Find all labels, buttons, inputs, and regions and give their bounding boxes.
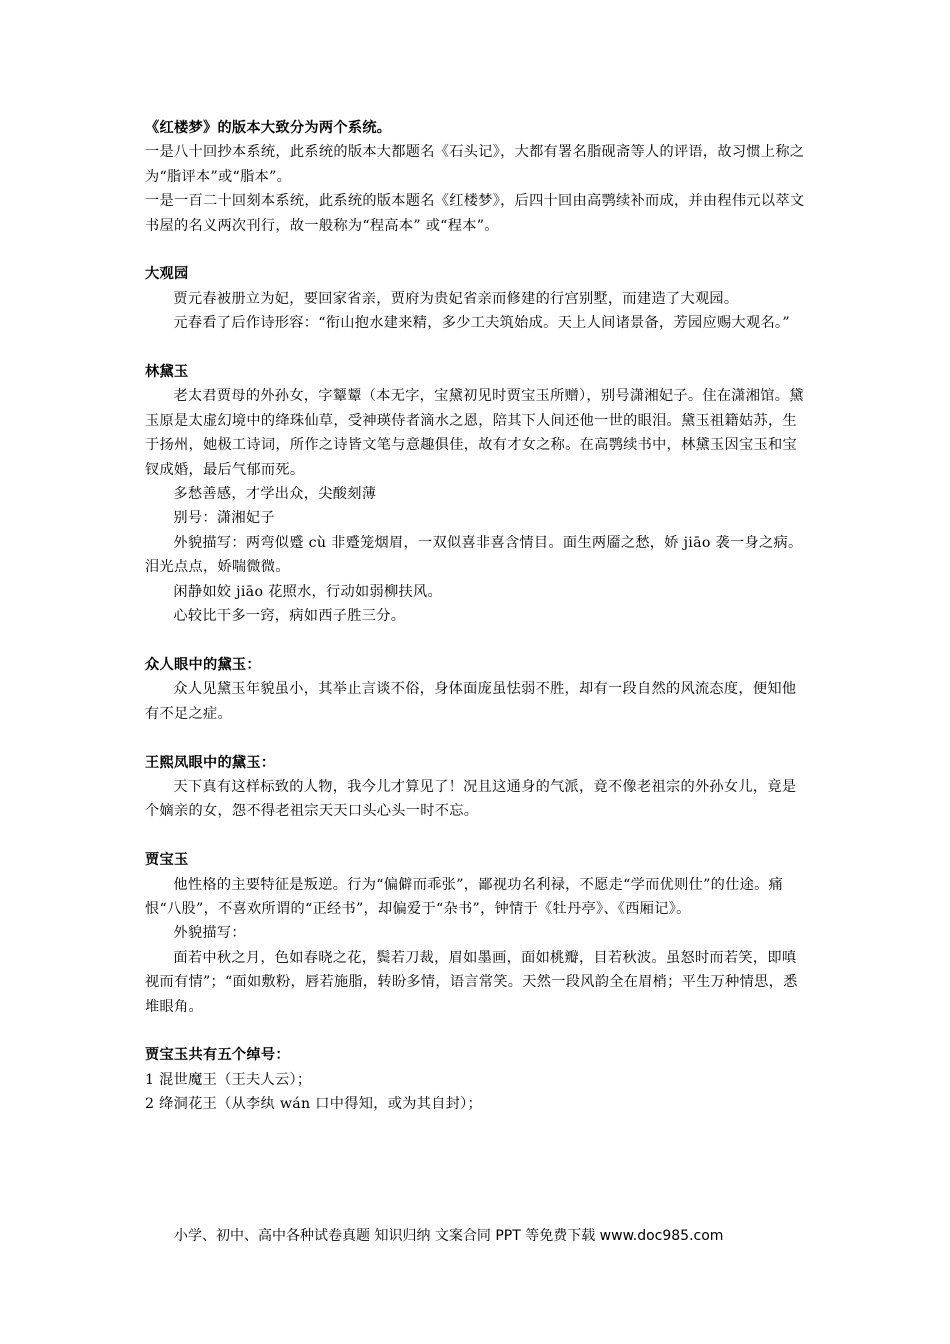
- paragraph: 天下真有这样标致的人物，我今儿才算见了！况且这通身的气派，竟不像老祖宗的外孙女儿，竟是个嫡亲的女，怨不得老祖宗天天口头心头一时不忘。: [145, 778, 797, 820]
- section-heading-zhongren: 众人眼中的黛玉：: [145, 656, 261, 673]
- paragraph: 元春看了后作诗形容：“衔山抱水建来精，多少工夫筑始成。天上人间诸景备，芳园应赐大观名。”: [173, 315, 790, 332]
- paragraph: 外貌描写：两弯似蹙 cù 非蹙笼烟眉，一双似喜非喜含情目。面生两靥之愁，娇 jiāo 袭一身之病。泪光点点，娇喘微微。: [145, 534, 803, 576]
- version-heading: 《红楼梦》的版本大致分为两个系统。: [145, 120, 392, 136]
- paragraph: 心较比干多一窍，病如西子胜三分。: [173, 608, 406, 625]
- paragraph: 多愁善感，才学出众，尖酸刻薄: [173, 486, 377, 503]
- section-heading-lindaiyu: 林黛玉: [145, 364, 189, 381]
- list-item: 2 绛洞花王（从李纨 wán 口中得知，或为其自封）；: [145, 1096, 483, 1113]
- section-heading-daguanyuan: 大观园: [145, 266, 189, 283]
- paragraph: 贾元春被册立为妃，要回家省亲，贾府为贵妃省亲而修建的行宫别墅，而建造了大观园。: [173, 290, 739, 307]
- list-item: 1 混世魔王（王夫人云）；: [145, 1071, 312, 1088]
- paragraph: 外貌描写：: [173, 925, 246, 942]
- paragraph: 面若中秋之月，色如春晓之花，鬓若刀裁，眉如墨画，面如桃瓣，目若秋波。虽怒时而若笑，即嗔视而有情”；“面如敷粉，唇若施脂，转盼多情，语言常笑。天然一段风韵全在眉梢；平生万种情思，悉堆眼角。: [145, 949, 798, 1015]
- paragraph: 一是八十回抄本系统，此系统的版本大都题名《石头记》，大都有署名脂砚斋等人的评语，故习惯上称之为“脂评本”或“脂本”。: [145, 144, 805, 185]
- spacer: [145, 629, 810, 653]
- paragraph: 他性格的主要特征是叛逆。行为“偏僻而乖张”，鄙视功名利禄，不愿走“学而优则仕”的仕途。痛恨“八股”，不喜欢所谓的“正经书”，却偏爱于“杂书”，钟情于《牡丹亭》、《西厢记》。: [145, 876, 784, 917]
- spacer: [145, 726, 810, 750]
- document-body: [145, 116, 810, 1117]
- paragraph: 老太君贾母的外孙女，字颦颦（本无字，宝黛初见时贾宝玉所赠），别号潇湘妃子。住在潇湘馆。黛玉原是太虚幻境中的绛珠仙草，受神瑛侍者滴水之恩，陪其下人间还他一世的眼泪。黛玉祖籍姑苏，生于扬州，她极工诗词，所作之诗皆文笔与意趣俱佳，故有才女之称。在高鹗续书中，林黛玉因宝玉和宝钗成婚，最后气郁而死。: [145, 388, 804, 478]
- spacer: [145, 1019, 810, 1043]
- paragraph: 别号：潇湘妃子: [173, 510, 275, 527]
- paragraph: 一是一百二十回刻本系统，此系统的版本题名《红楼梦》，后四十回由高鹗续补而成，并由程伟元以萃文书屋的名义两次刊行，故一般称为“程高本” 或“程本”。: [145, 193, 805, 234]
- section-heading-wangxifeng: 王熙凤眼中的黛玉：: [145, 754, 276, 771]
- spacer: [145, 238, 810, 262]
- paragraph: 闲静如姣 jiāo 花照水，行动如弱柳扶风。: [173, 583, 442, 600]
- spacer: [145, 824, 810, 848]
- section-heading-nicknames: 贾宝玉共有五个绰号：: [145, 1047, 290, 1064]
- paragraph: 众人见黛玉年貌虽小，其举止言谈不俗，身体面庞虽怯弱不胜，却有一段自然的风流态度，便知他有不足之症。: [145, 681, 797, 722]
- page-footer: 小学、初中、高中各种试卷真题 知识归纳 文案合同 PPT 等免费下载 www.doc985.com: [174, 1228, 724, 1244]
- spacer: [145, 336, 810, 360]
- section-heading-jiabaoyu: 贾宝玉: [145, 852, 189, 869]
